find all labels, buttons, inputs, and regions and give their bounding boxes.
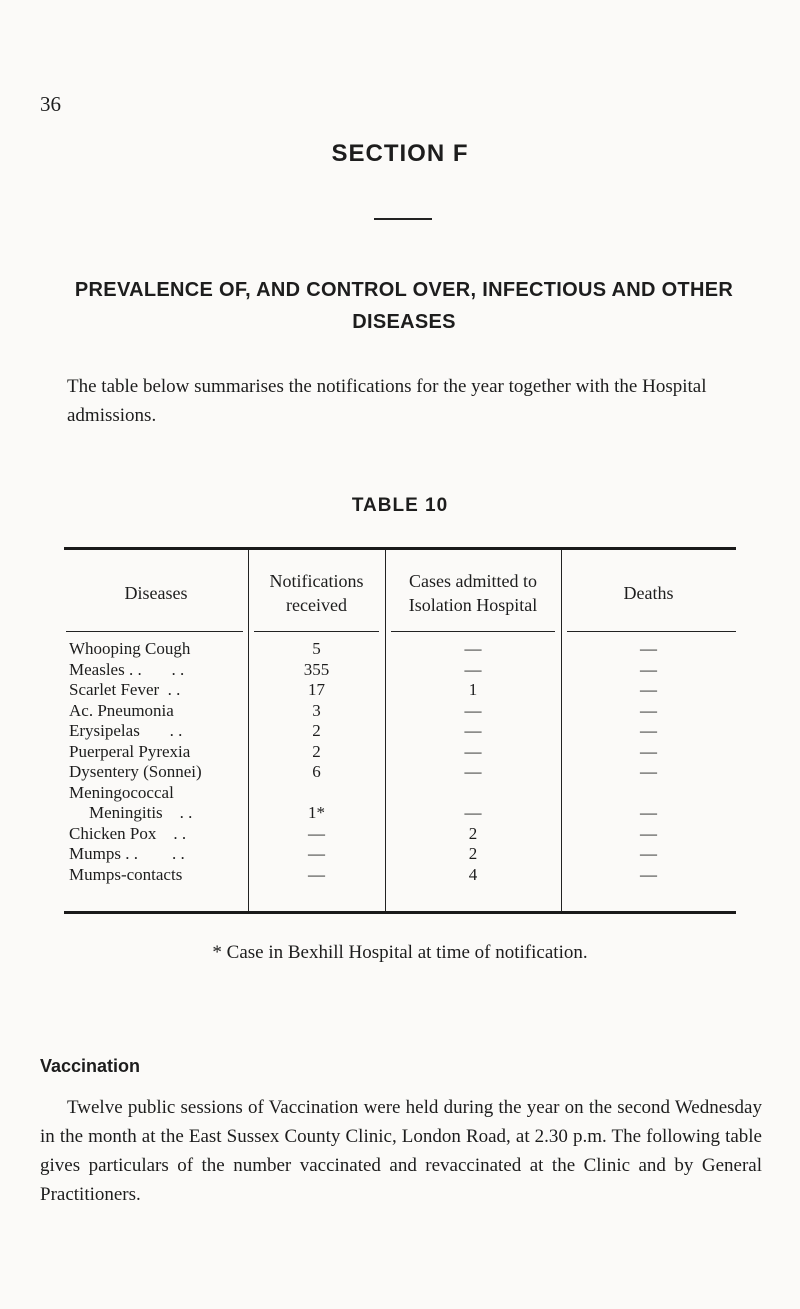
table-bottom-rule (64, 911, 736, 914)
deaths-cell: — (640, 741, 657, 761)
disease-cell: Measles . . . . (69, 659, 185, 679)
deaths-cell: — (640, 864, 657, 884)
disease-cell: Puerperal Pyrexia (69, 741, 191, 761)
admitted-cell: 1 (468, 680, 478, 699)
table-title: TABLE 10 (351, 495, 449, 516)
disease-cell: Chicken Pox . . (69, 823, 187, 843)
disease-cell: Ac. Pneumonia (69, 700, 174, 720)
admitted-cell: 2 (468, 823, 478, 843)
title-divider (374, 218, 432, 220)
deaths-cell: — (640, 823, 657, 843)
notifications-cell: 17 (308, 680, 325, 699)
notifications-cell: — (308, 823, 325, 843)
notifications-cell: 2 (312, 741, 321, 761)
header-diseases: Diseases (124, 583, 188, 603)
page-number: 36 (40, 92, 61, 116)
table-row (64, 660, 736, 681)
deaths-cell: — (640, 721, 657, 740)
admitted-cell: — (464, 659, 482, 679)
disease-cell: Dysentery (Sonnei) (69, 762, 202, 781)
notifications-cell: 1* (308, 803, 325, 822)
vaccination-heading: Vaccination (40, 1056, 141, 1076)
table-row (64, 639, 736, 660)
table-top-rule (64, 547, 736, 550)
intro-paragraph: The table below summarises the notifications for the year together with the Hospital admissions. (67, 376, 707, 426)
header-deaths: Deaths (623, 583, 674, 603)
deaths-cell: — (640, 659, 657, 679)
table-row (64, 680, 736, 701)
admitted-cell: — (464, 741, 482, 761)
header-admitted: Cases admitted to Isolation Hospital (408, 571, 538, 615)
admitted-cell: — (464, 803, 482, 822)
disease-cell: Erysipelas . . (69, 721, 183, 740)
header-underline (66, 631, 243, 632)
notifications-cell: 355 (303, 659, 330, 679)
table-row (64, 824, 736, 845)
deaths-cell: — (640, 844, 657, 863)
admitted-cell: — (464, 700, 482, 720)
disease-cell: Scarlet Fever . . (69, 680, 181, 699)
header-underline (567, 631, 736, 632)
disease-cell: Mumps . . . . (69, 844, 185, 863)
notifications-cell: 5 (312, 639, 321, 658)
table-body (64, 639, 736, 885)
table-row (64, 742, 736, 763)
disease-cell (64, 783, 248, 824)
disease-cell: Mumps-contacts (69, 864, 183, 884)
table-footnote: * Case in Bexhill Hospital at time of notification. (212, 942, 588, 963)
disease-line: Meningitis . . (89, 803, 193, 822)
notifications-cell: 2 (312, 721, 321, 740)
notifications-cell: 3 (312, 700, 321, 720)
header-underline (254, 631, 379, 632)
table-row (64, 701, 736, 722)
table-row (64, 783, 736, 824)
header-notifications: Notifications received (269, 571, 364, 615)
page-heading: PREVALENCE OF, AND CONTROL OVER, INFECTIOUS AND OTHER DISEASES (74, 279, 734, 333)
deaths-cell: — (640, 803, 657, 822)
admitted-cell: 2 (468, 844, 478, 863)
section-title: SECTION F (331, 140, 469, 167)
table-row (64, 762, 736, 783)
admitted-cell: — (464, 762, 482, 781)
admitted-cell: 4 (468, 864, 478, 884)
diseases-table (64, 547, 736, 914)
header-underline (391, 631, 555, 632)
notifications-cell: — (308, 864, 325, 884)
notifications-cell: — (308, 844, 325, 863)
disease-line: Meningococcal (69, 782, 174, 802)
table-row (64, 844, 736, 865)
table-row (64, 721, 736, 742)
deaths-cell: — (640, 680, 657, 699)
deaths-cell: — (640, 639, 657, 658)
disease-cell: Whooping Cough (69, 639, 191, 658)
deaths-cell: — (640, 700, 657, 720)
table-row (64, 865, 736, 886)
deaths-cell: — (640, 762, 657, 781)
admitted-cell: — (464, 639, 482, 658)
vaccination-paragraph: Twelve public sessions of Vaccination were held during the year on the second Wednesday in the month at the East Sussex County Clinic, London Road, at 2.30 p.m. The following table gives particulars of the number vaccinated and revaccinated at the Clinic and by General Practitioners. (40, 1097, 762, 1205)
notifications-cell: 6 (312, 762, 321, 781)
admitted-cell: — (464, 721, 482, 740)
